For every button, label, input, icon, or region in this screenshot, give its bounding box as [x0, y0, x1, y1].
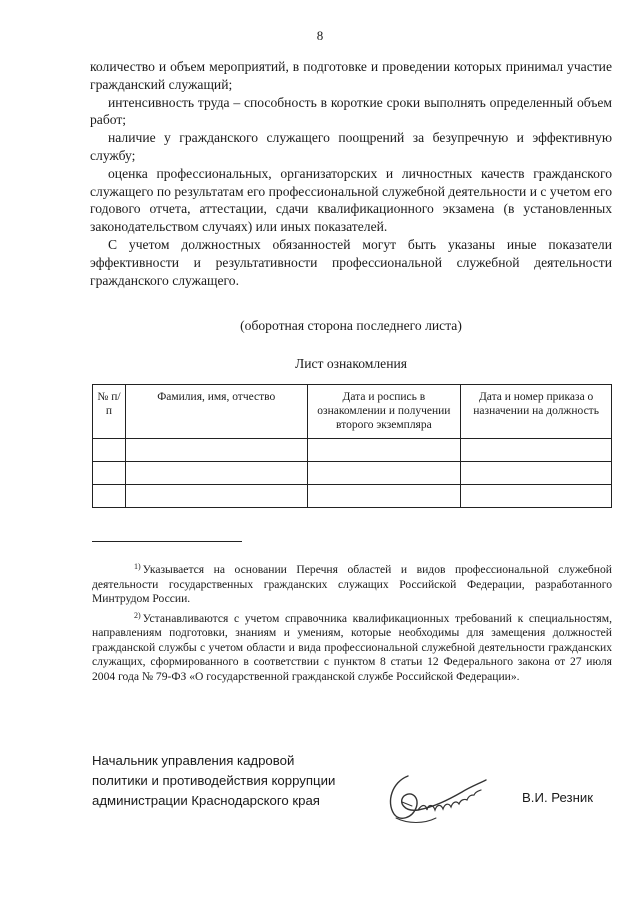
table-cell [93, 439, 126, 462]
footnote-marker: 1) [134, 562, 141, 571]
signatory-title-line: администрации Краснодарского края [92, 793, 320, 808]
page-number: 8 [316, 28, 324, 43]
footnote [92, 560, 612, 607]
signatory-title-line: Начальник управления кадровой [92, 753, 295, 768]
table-cell [307, 462, 461, 485]
table-cell [125, 485, 307, 508]
body-paragraph: количество и объем мероприятий, в подготовке и проведении которых принимал участие гражданский служащий; [90, 59, 612, 92]
footnotes [92, 560, 612, 686]
table-cell [125, 462, 307, 485]
body-paragraph: наличие у гражданского служащего поощрений за безупречную и эффективную службу; [90, 130, 612, 163]
table-cell [461, 462, 612, 485]
table-cell [125, 439, 307, 462]
footnote-text: Указывается на основании Перечня областей и видов профессиональной служебной деятельности государственных гражданских служащих Российской Федерации, разработанного Минтрудом России. [92, 563, 612, 605]
body-paragraph: оценка профессиональных, организаторских и личностных качеств гражданского служащего по результатам его профессиональной служебной деятельности и с учетом его годового отчета, аттестации, сдачи квалификационного экзамена (в установленных законодательством случаях) или иных показателей. [90, 165, 612, 235]
footnote-separator [92, 541, 242, 542]
signatory-title-line: политики и противодействия коррупции [92, 773, 336, 788]
handwritten-signature [378, 762, 528, 832]
table-row [93, 439, 612, 462]
table-row [93, 462, 612, 485]
signatory-name: В.И. Резник [522, 790, 593, 805]
table-cell [307, 439, 461, 462]
table-row [93, 485, 612, 508]
table-header-row [93, 385, 612, 439]
column-header-full-name: Фамилия, имя, отчество [125, 385, 307, 439]
body-paragraph: интенсивность труда – способность в короткие сроки выполнять определенный объем работ; [90, 94, 612, 128]
table-cell [93, 485, 126, 508]
footnote [92, 609, 612, 685]
footnote-marker: 2) [134, 610, 141, 620]
body-paragraph: С учетом должностных обязанностей могут быть указаны иные показатели эффективности и результативности профессиональной служебной деятельности гражданского служащего. [90, 236, 612, 288]
body-text [90, 58, 612, 289]
acknowledgement-table [92, 384, 612, 508]
table-cell [307, 485, 461, 508]
sheet-title: Лист ознакомления [294, 356, 407, 371]
signatory-title [92, 751, 335, 811]
table-cell [93, 462, 126, 485]
footnote-text: Устанавливаются с учетом справочника квалификационных требований к специальностям, направлениям подготовки, знаниям и умениям, которые необходимы для замещения должностей гражданской службы с учетом области и вида профессиональной служебной деятельности гражданских служащих, сформированного в соответствии с пунктом 8 статьи 12 Федерального закона от 27 июля 2004 года № 79-ФЗ «О государственной гражданской службе Российской Федерации». [92, 611, 612, 683]
table-cell [461, 439, 612, 462]
column-header-number: № п/п [93, 385, 126, 439]
column-header-order-date: Дата и номер приказа о назначении на должность [461, 385, 612, 439]
table-cell [461, 485, 612, 508]
column-header-acknowledgement-date: Дата и роспись в ознакомлении и получении второго экземпляра [307, 385, 461, 439]
reverse-side-caption: (оборотная сторона последнего листа) [240, 318, 462, 333]
